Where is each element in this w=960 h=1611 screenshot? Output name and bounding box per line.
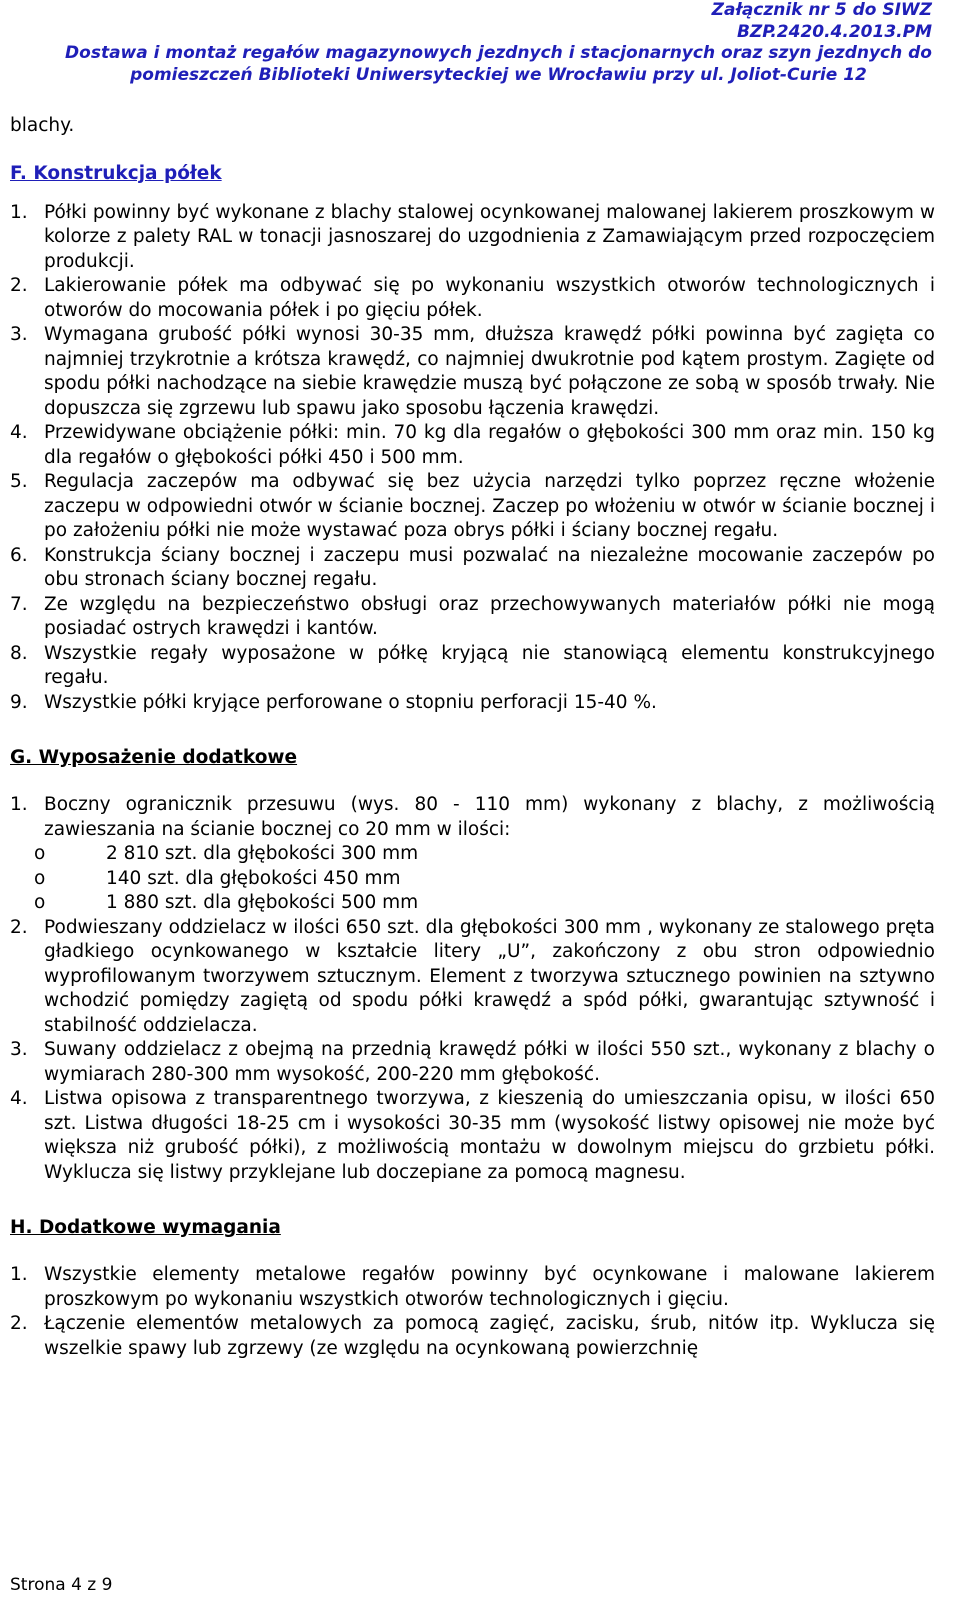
document-body bbox=[10, 114, 935, 1361]
section-g-list bbox=[10, 793, 935, 1185]
list-item: 5. Regulacja zaczepów ma odbywać się bez użycia narzędzi tylko poprzez ręczne włożenie zaczepu w odpowiedni otwór w ścianie bocznej. Zaczep po włożeniu w otwór w ścianie bocznej i po założeniu półki nie może wystawać poza obrys półki i ściany bocznej regału. bbox=[10, 471, 935, 541]
list-item: 9. Wszystkie półki kryjące perforowane o stopniu perforacji 15-40 %. bbox=[10, 691, 657, 713]
header-reference: BZP.2420.4.2013.PM bbox=[736, 21, 932, 42]
continuation-text: blachy. bbox=[10, 115, 75, 136]
list-item: 2. Łączenie elementów metalowych za pomocą zagięć, zacisku, śrub, nitów itp. Wyklucza się wszelkie spawy lub zgrzewy (ze względu na ocynkowaną powierzchnię bbox=[10, 1313, 935, 1359]
sub-list-item: o 140 szt. dla głębokości 450 mm bbox=[34, 867, 401, 889]
list-item: 3. Wymagana grubość półki wynosi 30-35 mm, dłuższa krawędź półki powinna być zagięta co najmniej trzykrotnie a krótsza krawędź, co najmniej dwukrotnie pod kątem prostym. Zagięte od spodu półki nachodzące na siebie krawędzie muszą być połączone ze sobą w sposób trwały. Nie dopuszcza się zgrzewu lub spawu jako sposobu łączenia krawędzi. bbox=[10, 324, 935, 419]
list-item: 3. Suwany oddzielacz z obejmą na przednią krawędź półki w ilości 550 szt., wykonany z blachy o wymiarach 280-300 mm wysokość, 200-220 mm głębokość. bbox=[10, 1039, 935, 1085]
list-item: 1. Półki powinny być wykonane z blachy stalowej ocynkowanej malowanej lakierem proszkowym w kolorze z palety RAL w tonacji jasnoszarej do uzgodnienia z Zamawiającym przed rozpoczęciem produkcji. bbox=[10, 201, 935, 272]
section-h-list bbox=[10, 1263, 935, 1361]
sub-list-item: o 1 880 szt. dla głębokości 500 mm bbox=[34, 892, 419, 913]
page-number: Strona 4 z 9 bbox=[10, 1575, 113, 1595]
header-subject-line1: Dostawa i montaż regałów magazynowych jezdnych i stacjonarnych oraz szyn jezdnych do bbox=[65, 43, 932, 63]
section-f-heading: F. Konstrukcja półek bbox=[10, 162, 222, 184]
list-item: 1. Wszystkie elementy metalowe regałów powinny być ocynkowane i malowane lakierem proszkowym po wykonaniu wszystkich otworów technologicznych i gięciu. bbox=[10, 1264, 935, 1310]
list-item: 2. Podwieszany oddzielacz w ilości 650 szt. dla głębokości 300 mm , wykonany ze stalowego pręta gładkiego ocynkowanego w kształcie litery „U”, zakończony z obu stron odpowiednio wyprofilowanym tworzywem sztucznym. Element z tworzywa sztucznego powinien na sztywno wchodzić pomiędzy zagiętą od spodu półki krawędź a spód półki, gwarantując sztywność i stabilność oddzielacza. bbox=[10, 916, 935, 1036]
list-item: 4. Listwa opisowa z transparentnego tworzywa, z kieszenią do umieszczania opisu, w ilości 650 szt. Listwa długości 18-25 cm i wysokości 30-35 mm (wysokość listwy opisowej nie może być większa niż grubość półki), z możliwością montażu w dowolnym miejscu do grzbietu półki. Wyklucza się listwy przyklejane lub doczepiane za pomocą magnesu. bbox=[10, 1088, 935, 1183]
section-h-heading: H. Dodatkowe wymagania bbox=[10, 1217, 281, 1238]
list-item: 4. Przewidywane obciążenie półki: min. 70 kg dla regałów o głębokości 300 mm oraz min. 150 kg dla regałów o głębokości półki 450 i 500 mm. bbox=[10, 422, 935, 468]
section-f-list bbox=[10, 201, 935, 716]
header-annex: Załącznik nr 5 do SIWZ bbox=[711, 0, 932, 20]
list-item: 1. Boczny ogranicznik przesuwu (wys. 80 - 110 mm) wykonany z blachy, z możliwością zawieszania na ścianie bocznej co 20 mm w ilości: o 2 810 szt. dla głębokości 300 mm o 140 szt. dla głębokości 450 mm o 1 880 szt. dla głębokości 500 mm bbox=[10, 793, 935, 916]
list-item: 7. Ze względu na bezpieczeństwo obsługi oraz przechowywanych materiałów półki nie mogą posiadać ostrych krawędzi i kantów. bbox=[10, 593, 935, 639]
list-item: 6. Konstrukcja ściany bocznej i zaczepu musi pozwalać na niezależne mocowanie zaczepów po obu stronach ściany bocznej regału. bbox=[10, 544, 935, 590]
section-g-heading: G. Wyposażenie dodatkowe bbox=[10, 747, 298, 768]
header-subject-line2: pomieszczeń Biblioteki Uniwersyteckiej we Wrocławiu przy ul. Joliot-Curie 12 bbox=[130, 64, 867, 85]
sub-list-item: o 2 810 szt. dla głębokości 300 mm bbox=[34, 843, 419, 864]
quantity-sublist bbox=[10, 842, 935, 916]
list-item: 8. Wszystkie regały wyposażone w półkę kryjącą nie stanowiącą elementu konstrukcyjnego regału. bbox=[10, 642, 935, 688]
list-item: 2. Lakierowanie półek ma odbywać się po wykonaniu wszystkich otworów technologicznych i otworów do mocowania półek i po gięciu półek. bbox=[10, 275, 935, 321]
document-header bbox=[65, 0, 932, 86]
